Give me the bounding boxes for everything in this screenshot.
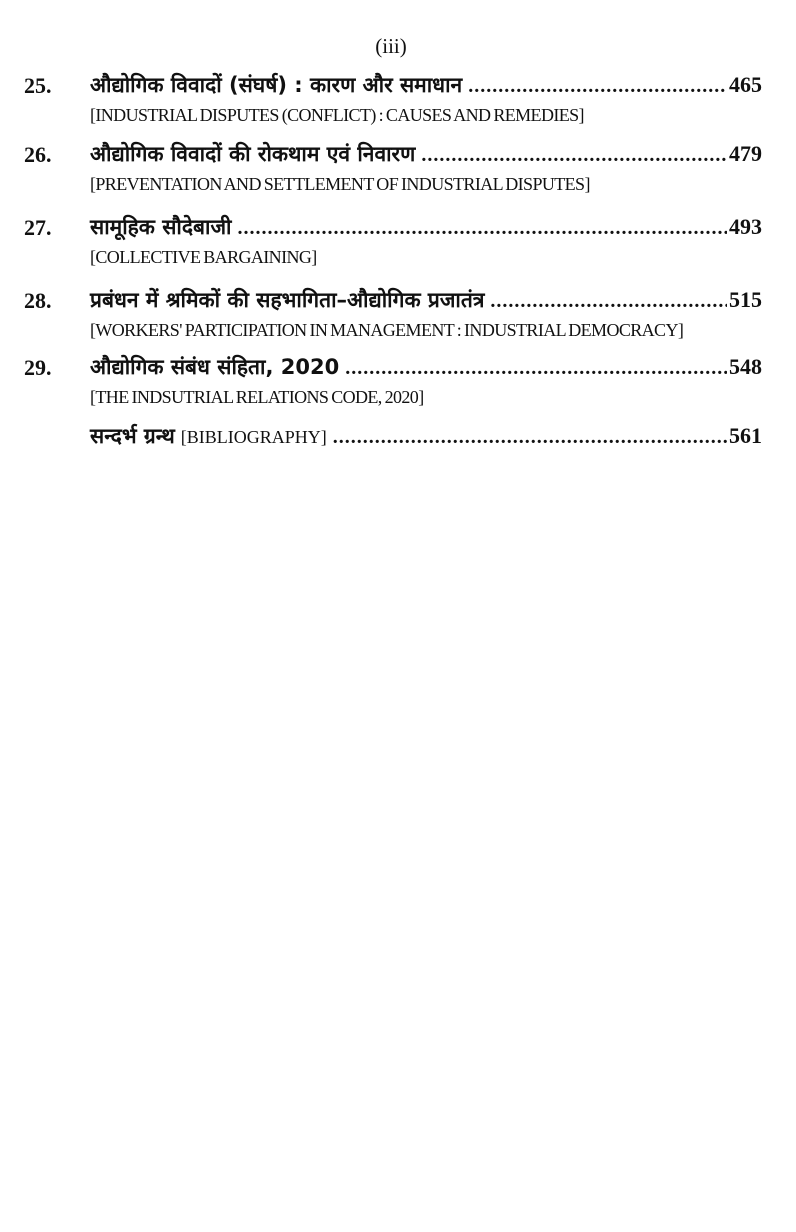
chapter-number: 29. [24,355,52,380]
dot-leader [468,69,727,103]
page-reference: 479 [729,141,762,166]
chapter-number: 25. [24,73,52,98]
dot-leader [421,138,727,172]
chapter-number: 26. [24,142,52,167]
dot-leader [333,420,727,454]
page-reference: 548 [729,354,762,379]
page-reference: 561 [729,423,762,448]
chapter-title-english: [INDUSTRIAL DISPUTES (CONFLICT) : CAUSES AND REMEDIES] [90,105,584,125]
page-reference: 465 [729,72,762,97]
title-line [90,137,762,172]
chapter-title-english: [THE INDSUTRIAL RELATIONS CODE, 2020] [90,387,424,407]
page-reference: 515 [729,287,762,312]
dot-leader [490,284,727,318]
entry-body [90,350,762,409]
entry-body [90,283,762,342]
chapter-title-hindi: औद्योगिक विवादों (संघर्ष) : कारण और समाधान [90,73,463,97]
toc-entry-bibliography [24,419,762,454]
entry-body [90,137,762,196]
toc-entry-27 [24,210,762,269]
toc-entry-25 [24,68,762,127]
toc-entry-28 [24,283,762,342]
toc-entry-26 [24,137,762,196]
chapter-number: 28. [24,288,52,313]
title-line [90,68,762,103]
dot-leader [345,351,727,385]
table-of-contents [24,68,762,454]
entry-body [90,419,762,454]
entry-body [90,210,762,269]
chapter-number: 27. [24,215,52,240]
bibliography-title-english: [BIBLIOGRAPHY] [180,427,327,447]
chapter-title-hindi: सामूहिक सौदेबाजी [90,215,232,239]
page-reference: 493 [729,214,762,239]
page-number: (iii) [375,34,407,58]
bibliography-title-hindi: सन्दर्भ ग्रन्थ [90,424,175,448]
title-line [90,419,762,454]
title-line [90,210,762,245]
chapter-title-hindi: औद्योगिक संबंध संहिता, 2020 [90,355,340,379]
entry-body [90,68,762,127]
title-line [90,350,762,385]
toc-entry-29 [24,350,762,409]
dot-leader [237,211,727,245]
chapter-title-english: [PREVENTATION AND SETTLEMENT OF INDUSTRIAL DISPUTES] [90,174,590,194]
title-line [90,283,762,318]
chapter-title-english: [COLLECTIVE BARGAINING] [90,247,317,267]
chapter-title-english: [WORKERS' PARTICIPATION IN MANAGEMENT : INDUSTRIAL DEMOCRACY] [90,320,684,340]
chapter-title-hindi: प्रबंधन में श्रमिकों की सहभागिता–औद्योगिक प्रजातंत्र [90,288,485,312]
chapter-title-hindi: औद्योगिक विवादों की रोकथाम एवं निवारण [90,142,416,166]
